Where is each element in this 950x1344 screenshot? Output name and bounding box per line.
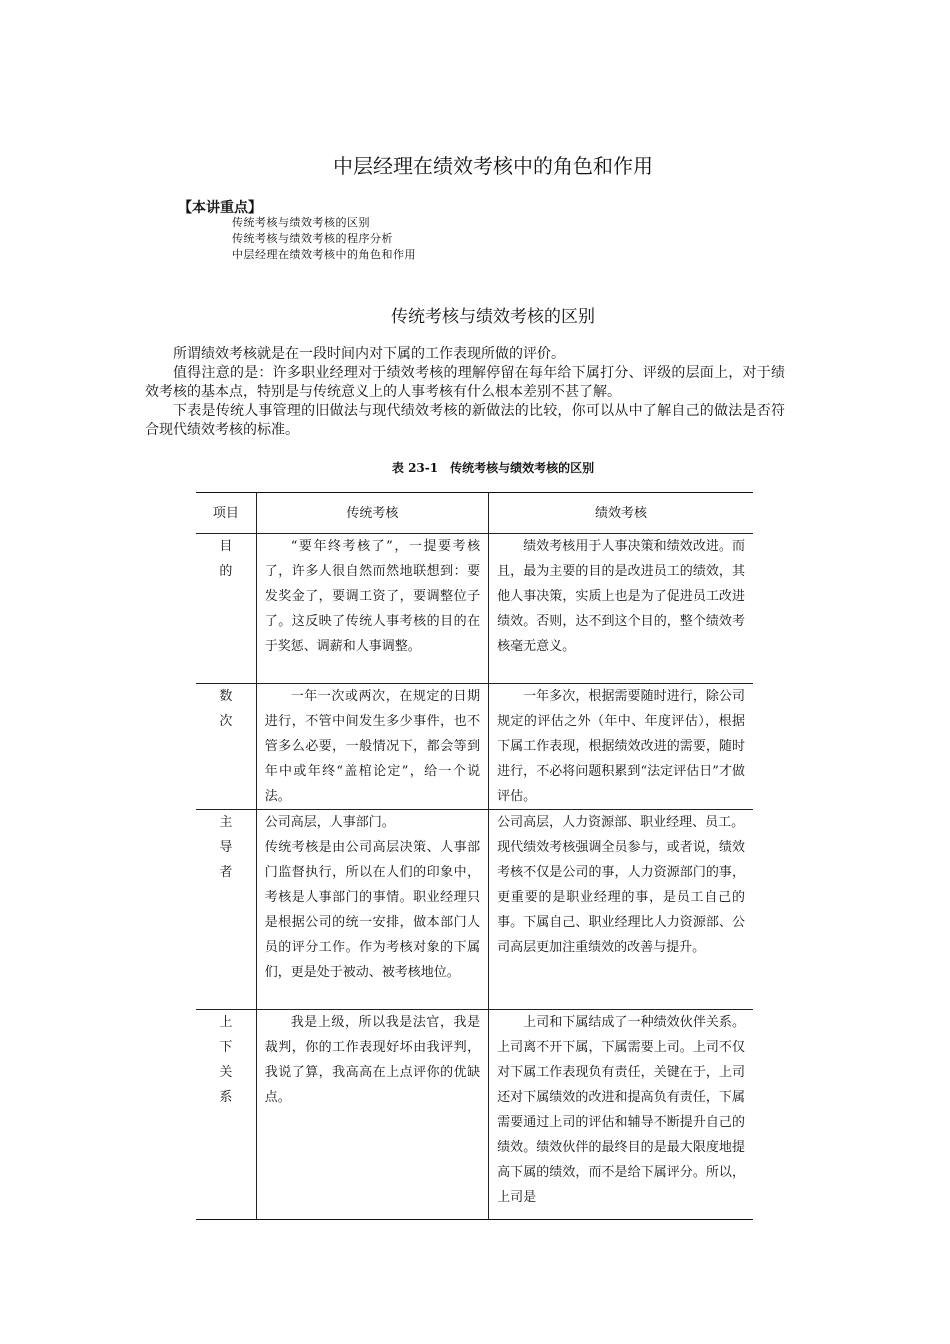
table-row	[196, 684, 753, 810]
cell-text: 公司高层，人事部门。	[264, 815, 395, 830]
item-char: 关	[219, 1065, 233, 1080]
focus-item: 中层经理在绩效考核中的角色和作用	[232, 248, 416, 261]
section-title: 传统考核与绩效考核的区别	[391, 307, 595, 327]
cell-text: 我是上级，所以我是法官，我是裁判，你的工作表现好坏由我评判，我说了算，我高高在上点评你的优缺点。	[264, 1015, 481, 1105]
header-item: 项目	[196, 493, 256, 534]
table-row	[196, 534, 753, 684]
cell-traditional	[256, 534, 488, 684]
cell-traditional	[256, 684, 488, 810]
table-header-row	[196, 493, 753, 534]
comparison-table	[196, 492, 753, 1220]
item-char: 的	[219, 564, 233, 579]
cell-traditional	[256, 810, 488, 1010]
item-char: 次	[219, 714, 233, 729]
cell-text: 现代绩效考核强调全员参与，或者说，绩效考核不仅是公司的事，人力资源部门的事，更重要的是职业经理的事，是员工自己的事。下属自己、职业经理比人力资源部、公司高层更加注重绩效的改善与提升。	[497, 840, 745, 955]
table-body	[196, 534, 753, 1220]
cell-performance	[489, 534, 753, 684]
body-text	[145, 345, 785, 440]
focus-item: 传统考核与绩效考核的区别	[232, 216, 370, 229]
cell-performance	[489, 810, 753, 1010]
table-row	[196, 1010, 753, 1220]
focus-item: 传统考核与绩效考核的程序分析	[232, 232, 393, 245]
cell-performance	[489, 684, 753, 810]
paragraph: 下表是传统人事管理的旧做法与现代绩效考核的新做法的比较，你可以从中了解自己的做法是否符合现代绩效考核的标准。	[145, 403, 785, 438]
cell-text: 传统考核是由公司高层决策、人事部门监督执行，所以在人们的印象中，考核是人事部门的事情。职业经理只是根据公司的统一安排，做本部门人员的评分工作。作为考核对象的下属们，更是处于被动、被考核地位。	[264, 840, 481, 980]
table-caption: 表 23-1 传统考核与绩效考核的区别	[391, 461, 595, 475]
item-char: 目	[219, 539, 233, 554]
item-char: 系	[219, 1090, 233, 1105]
item-char: 主	[219, 815, 233, 830]
cell-text: 绩效考核用于人事决策和绩效改进。而且，最为主要的目的是改进员工的绩效，其他人事决策，实质上也是为了促进员工改进绩效。否则，达不到这个目的，整个绩效考核毫无意义。	[497, 539, 745, 654]
item-char: 导	[219, 840, 233, 855]
header-performance: 绩效考核	[489, 493, 753, 534]
cell-text: 上司和下属结成了一种绩效伙伴关系。上司离不开下属，下属需要上司。上司不仅对下属工作表现负有责任，关键在于，上司还对下属绩效的改进和提高负有责任，下属需要通过上司的评估和辅导不断提升自己的绩效。绩效伙伴的最终目的是最大限度地提高下属的绩效，而不是给下属评分。所以，上司是	[497, 1015, 745, 1205]
cell-text: 公司高层，人力资源部、职业经理、员工。	[497, 815, 745, 830]
item-char: 上	[219, 1015, 233, 1030]
cell-text: 一年一次或两次，在规定的日期进行，不管中间发生多少事件，也不管多么必要，一般情况下，都会等到年中或年终“盖棺论定”，给一个说法。	[264, 689, 481, 804]
focus-list	[232, 215, 416, 263]
item-char: 下	[219, 1040, 233, 1055]
page-title: 中层经理在绩效考核中的角色和作用	[333, 154, 653, 178]
cell-text: 一年多次，根据需要随时进行，除公司规定的评估之外（年中、年度评估），根据下属工作表现，根据绩效改进的需要，随时进行，不必将问题积累到“法定评估日”才做评估。	[497, 689, 745, 804]
cell-performance	[489, 1010, 753, 1220]
row-item-label	[196, 534, 256, 684]
cell-text: “要年终考核了”，一提要考核了，许多人很自然而然地联想到：要发奖金了，要调工资了，要调整位子了。这反映了传统人事考核的目的在于奖惩、调薪和人事调整。	[264, 539, 481, 654]
header-traditional: 传统考核	[256, 493, 488, 534]
paragraph: 所谓绩效考核就是在一段时间内对下属的工作表现所做的评价。	[173, 346, 565, 362]
row-item-label	[196, 684, 256, 810]
row-item-label	[196, 1010, 256, 1220]
item-char: 数	[219, 689, 233, 704]
row-item-label	[196, 810, 256, 1010]
cell-traditional	[256, 1010, 488, 1220]
table-row	[196, 810, 753, 1010]
paragraph: 值得注意的是：许多职业经理对于绩效考核的理解停留在每年给下属打分、评级的层面上，对于绩效考核的基本点，特别是与传统意义上的人事考核有什么根本差别不甚了解。	[145, 365, 785, 400]
focus-heading: 【本讲重点】	[178, 200, 262, 216]
item-char: 者	[219, 865, 233, 880]
